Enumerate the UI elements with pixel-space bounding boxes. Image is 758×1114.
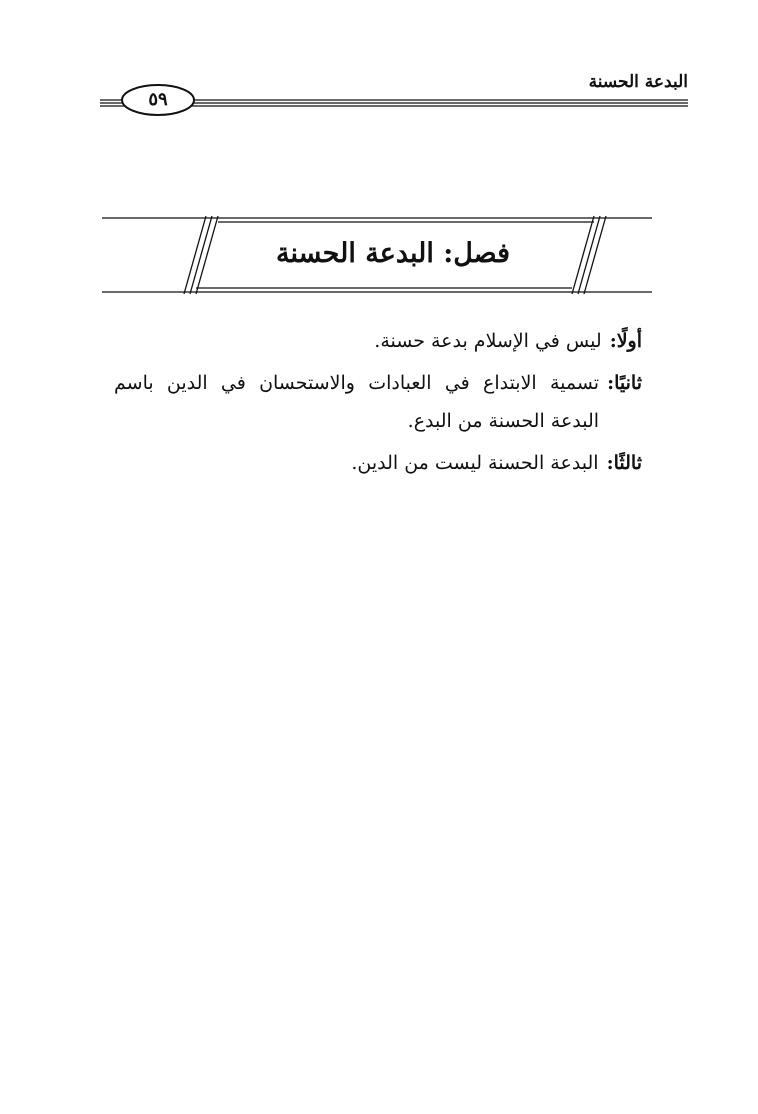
point-text: ليس في الإسلام بدعة حسنة.: [374, 330, 602, 352]
point-label: ثانيًا:: [607, 372, 642, 394]
point-text: تسمية الابتداع في العبادات والاستحسان في الدين باسم البدعة الحسنة من البدع.: [114, 372, 600, 432]
point-label: ثالثًا:: [606, 452, 642, 474]
chapter-title: فصل: البدعة الحسنة: [275, 238, 511, 269]
point-item: [114, 364, 642, 440]
running-header-title: البدعة الحسنة: [588, 72, 688, 92]
header-rule: [0, 80, 758, 130]
points-list: [114, 322, 642, 486]
point-item: [114, 444, 642, 482]
page-number: ٥٩: [148, 89, 168, 110]
point-item: [114, 322, 642, 360]
point-text: البدعة الحسنة ليست من الدين.: [351, 452, 599, 474]
point-label: أولًا:: [609, 330, 642, 352]
